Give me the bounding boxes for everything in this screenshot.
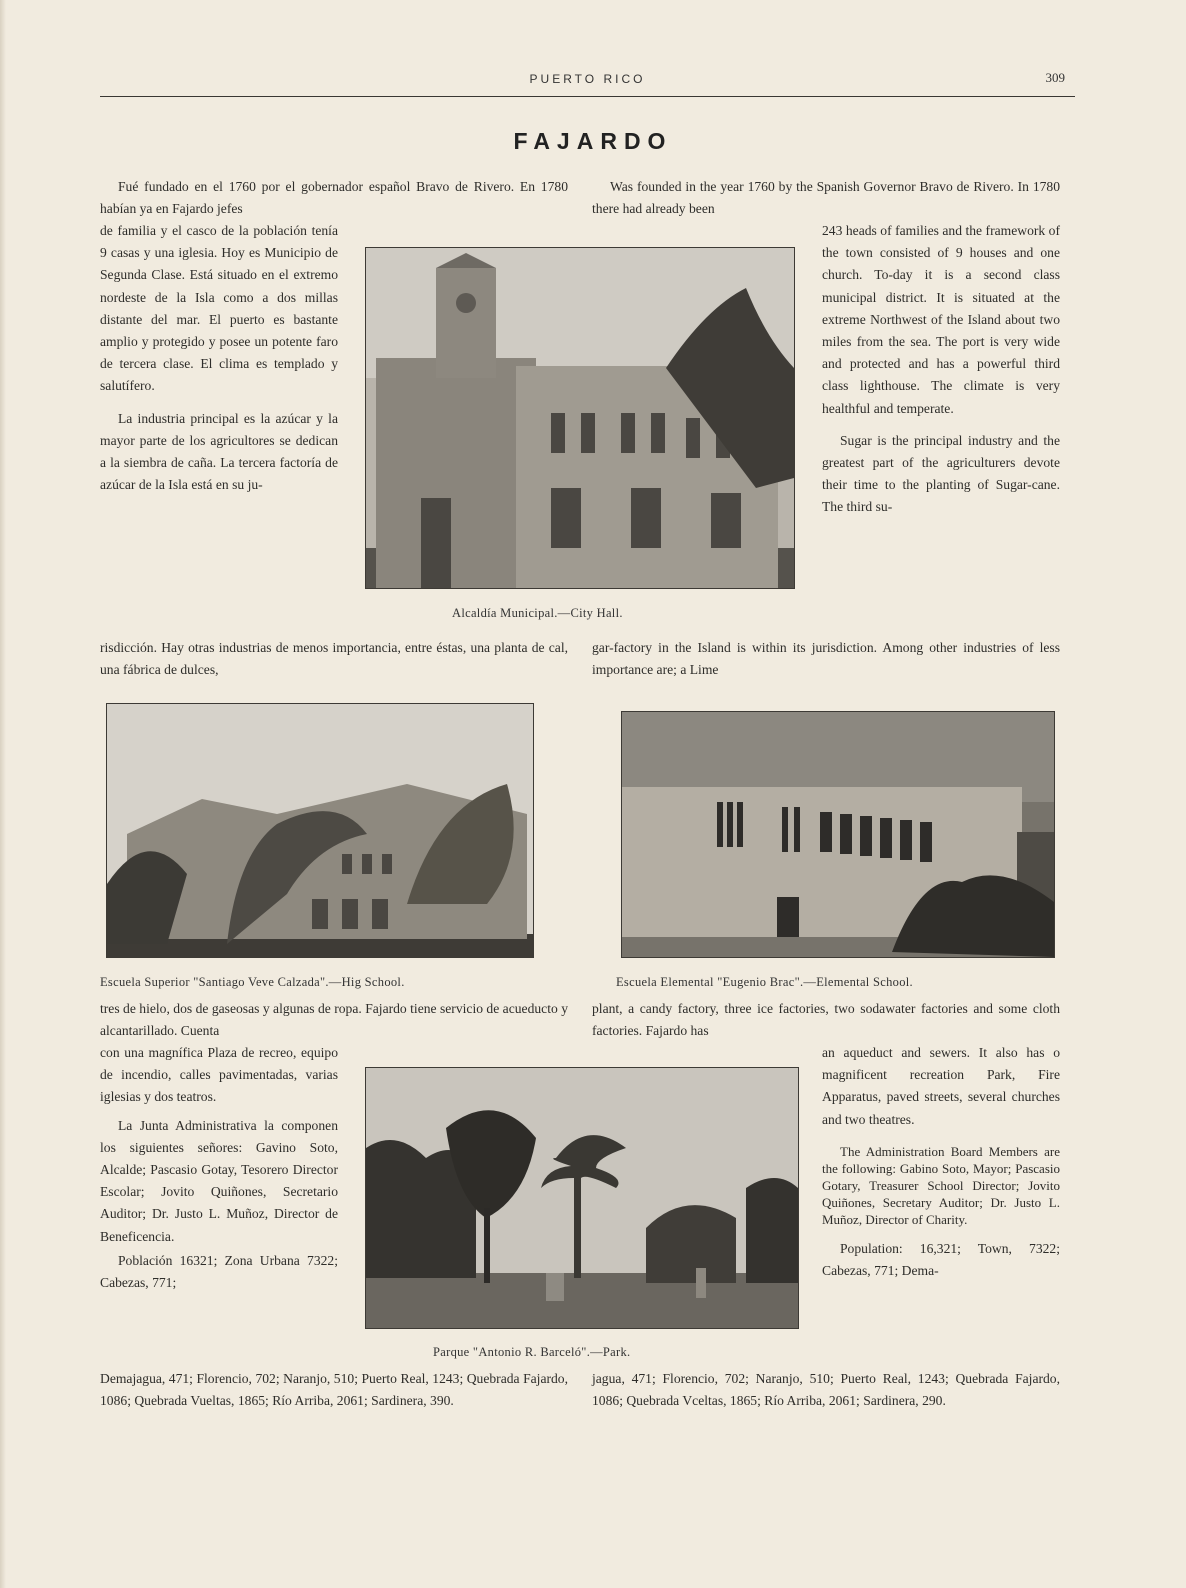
page-number: 309 (1045, 70, 1065, 85)
spanish-column-bottom (100, 1042, 338, 1294)
running-head (100, 72, 1075, 97)
english-column-bottom (822, 1042, 1060, 1282)
running-title: PUERTO RICO (529, 72, 646, 86)
english-population-wide (592, 1368, 1060, 1412)
english-paragraph-5-wide: jagua, 471; Florencio, 702; Naranjo, 510; Puerto Real, 1243; Quebrada Fajardo, 1086; Quebrada Vceltas, 1865; Río Arriba, 2061; Sardinera, 290. (592, 1371, 1060, 1409)
elementary-school-photo (621, 711, 1055, 958)
spanish-intro-wide (100, 176, 568, 220)
spanish-paragraph-1-wide: Fué fundado en el 1760 por el gobernador español Bravo de Rivero. En 1780 habían ya en Fajardo jefes (100, 179, 568, 217)
park-caption: Parque "Antonio R. Barceló".—Park. (433, 1345, 631, 1359)
english-paragraph-5-narrow: Population: 16,321; Town, 7322; Cabezas, 771; Dema- (822, 1240, 1060, 1279)
english-paragraph-2-narrow: Sugar is the principal industry and the greatest part of the agriculturers devote their time to the planting of Sugar-cane. The third su- (822, 432, 1060, 515)
english-paragraph-3-wide: plant, a candy factory, three ice factories, two sodawater factories and some cloth factories. Fajardo has (592, 1001, 1060, 1039)
english-paragraph-3-narrow: an aqueduct and sewers. It also has o magnificent recreation Park, Fire Apparatus, paved streets, several churches and two theatres. (822, 1045, 1060, 1127)
spanish-paragraph-4-narrow: La Junta Administrativa la componen los siguientes señores: Gavino Soto, Alcalde; Pascasio Gotay, Tesorero Director Escolar; Jovito Quiñones, Secretario Auditor; Dr. Justo L. Muñoz, Director de Beneficencia. (100, 1117, 338, 1244)
park-photo (365, 1067, 799, 1329)
spanish-paragraph-3-narrow: con una magnífica Plaza de recreo, equipo de incendio, calles pavimentadas, varias iglesias y dos teatros. (100, 1045, 338, 1105)
english-paragraph-1-narrow: 243 heads of families and the framework of the town consisted of 9 houses and one church. To-day it is a second class municipal district. It is situated at the extreme Northwest of the Island about two miles from the sea. The port is very wide and protected and has a powerful third class lighthouse. The climate is very healthful and temperate. (822, 223, 1060, 416)
english-continuation-1 (592, 637, 1060, 681)
city-hall-caption: Alcaldía Municipal.—City Hall. (452, 606, 623, 620)
english-intro-wide (592, 176, 1060, 220)
article-title: FAJARDO (513, 128, 673, 154)
high-school-caption: Escuela Superior "Santiago Veve Calzada".—Hig School. (100, 975, 405, 989)
english-paragraph-2-wide: gar-factory in the Island is within its jurisdiction. Among other industries of less importance are; a Lime (592, 640, 1060, 678)
high-school-photo (106, 703, 534, 958)
spanish-population-wide (100, 1368, 568, 1412)
english-paragraph-1-wide: Was founded in the year 1760 by the Spanish Governor Bravo de Rivero. In 1780 there had already been (592, 179, 1060, 217)
spanish-continuation-2 (100, 998, 568, 1042)
spanish-paragraph-1-narrow: de familia y el casco de la población tenía 9 casas y una iglesia. Hoy es Municipio de Segunda Clase. Está situado en el extremo nordeste de la Isla como a dos millas distante del mar. El puerto es bastante amplio y protegido y posee un potente faro de tercera clase. El clima es templado y salutífero. (100, 223, 338, 394)
page-edge (0, 0, 6, 1588)
english-continuation-2 (592, 998, 1060, 1042)
english-column-top (822, 220, 1060, 519)
spanish-paragraph-3-wide: tres de hielo, dos de gaseosas y algunas de ropa. Fajardo tiene servicio de acueducto y alcantarillado. Cuenta (100, 1001, 568, 1039)
spanish-paragraph-5-narrow: Población 16321; Zona Urbana 7322; Cabezas, 771; (100, 1252, 338, 1291)
city-hall-photo (365, 247, 795, 589)
spanish-column-top (100, 220, 338, 496)
spanish-continuation-1 (100, 637, 568, 681)
spanish-paragraph-5-wide: Demajagua, 471; Florencio, 702; Naranjo, 510; Puerto Real, 1243; Quebrada Fajardo, 1086; Quebrada Vueltas, 1865; Río Arriba, 2061; Sardinera, 390. (100, 1371, 568, 1409)
spanish-paragraph-2-wide: risdicción. Hay otras industrias de menos importancia, entre éstas, una planta de cal, una fábrica de dulces, (100, 640, 568, 678)
elementary-school-caption: Escuela Elemental "Eugenio Brac".—Elemental School. (616, 975, 913, 989)
spanish-paragraph-2-narrow: La industria principal es la azúcar y la mayor parte de los agricultores se dedican a la siembra de caña. La tercera factoría de azúcar de la Isla está en su ju- (100, 410, 338, 493)
english-paragraph-4-narrow: The Administration Board Members are the following: Gabino Soto, Mayor; Pascasio Gotary, Treasurer School Director; Jovito Quiñones, Secretary Auditor; Dr. Justo L. Muñoz, Director of Charity. (822, 1143, 1060, 1227)
